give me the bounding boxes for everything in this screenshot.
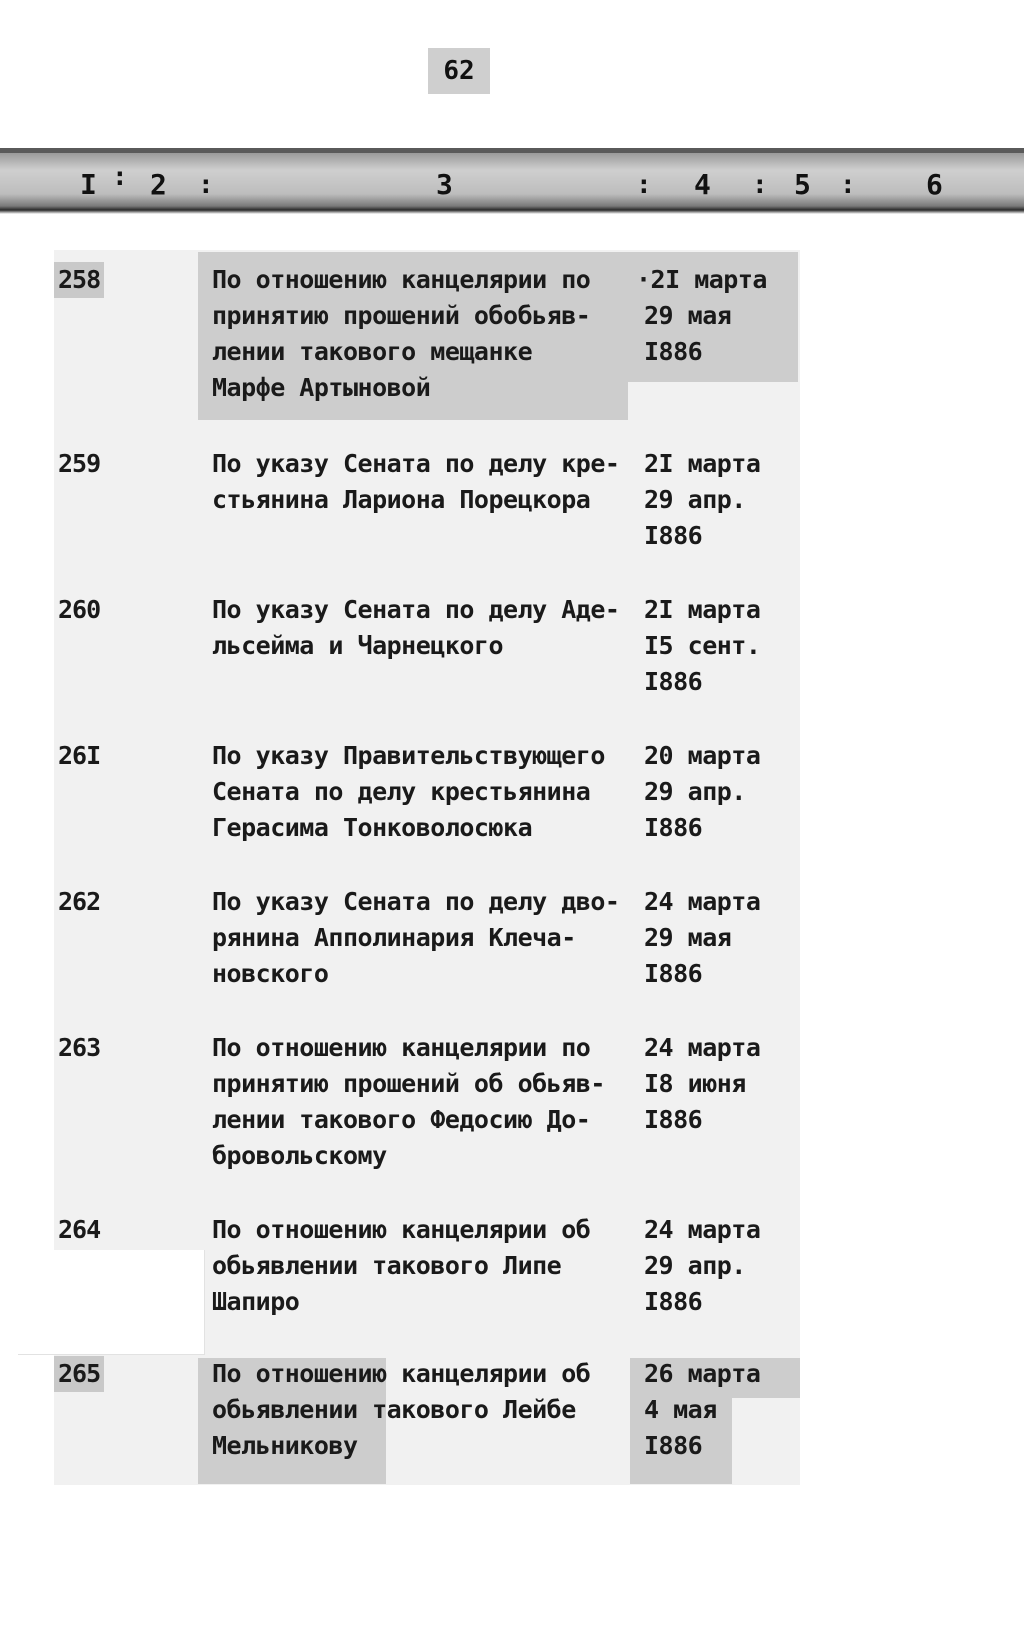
row-number: 265 <box>54 1356 104 1392</box>
row-number: 258 <box>54 262 104 298</box>
date-end: 29 апр. <box>644 777 746 806</box>
header-col-6: 6 <box>926 168 943 201</box>
description-line: бровольскому <box>212 1141 387 1170</box>
description-line: принятию прошений об обьяв- <box>212 1069 605 1098</box>
date-start: 2I марта <box>644 595 761 624</box>
date-start: 24 марта <box>644 1215 761 1244</box>
description-line: рянина Апполинария Клеча- <box>212 923 576 952</box>
date-end: I5 сент. <box>644 631 761 660</box>
date-start: 2I марта <box>644 449 761 478</box>
date-year: I886 <box>644 1431 703 1460</box>
description-line: лении такового Федосию До- <box>212 1105 591 1134</box>
date-year: I886 <box>644 1105 703 1134</box>
description-line: Шапиро <box>212 1287 300 1316</box>
date-end: 29 мая <box>644 923 732 952</box>
row-description <box>212 1212 632 1320</box>
date-year: I886 <box>644 337 703 366</box>
description-line: По указу Сената по делу кре- <box>212 449 620 478</box>
description-line: Сената по делу крестьянина <box>212 777 591 806</box>
description-line: обьявлении такового Лейбе <box>212 1395 576 1424</box>
date-year: I886 <box>644 813 703 842</box>
row-dates <box>644 1212 784 1320</box>
row-dates <box>644 446 784 554</box>
date-start: 24 марта <box>644 1033 761 1062</box>
row-number: 262 <box>58 887 101 916</box>
row-number: 259 <box>58 449 101 478</box>
description-line: По отношению канцелярии по <box>212 265 591 294</box>
row-description <box>212 1356 632 1464</box>
date-end: 29 апр. <box>644 485 746 514</box>
header-col-5: 5 <box>794 168 811 201</box>
description-line: По указу Сената по делу Аде- <box>212 595 620 624</box>
page-number: 62 <box>428 48 490 94</box>
description-line: Герасима Тонковолосюка <box>212 813 533 842</box>
row-dates <box>636 262 776 370</box>
row-number: 260 <box>58 595 101 624</box>
row-dates <box>644 1356 784 1464</box>
date-end: I8 июня <box>644 1069 746 1098</box>
date-start: 24 марта <box>644 887 761 916</box>
row-description <box>212 592 632 664</box>
description-line: По отношению канцелярии по <box>212 1033 591 1062</box>
row-description <box>212 884 632 992</box>
description-line: По отношению канцелярии об <box>212 1215 591 1244</box>
date-year: I886 <box>644 959 703 988</box>
description-line: новского <box>212 959 329 988</box>
header-sep-4: : <box>752 170 768 200</box>
header-col-4: 4 <box>694 168 711 201</box>
date-end: 4 мая <box>644 1395 717 1424</box>
row-number: 26I <box>58 741 101 770</box>
row-number: 263 <box>58 1033 101 1062</box>
date-start: 26 марта <box>644 1359 761 1388</box>
header-sep-2: : <box>198 170 214 200</box>
date-year: I886 <box>644 667 703 696</box>
row-dates <box>644 592 784 700</box>
row-description <box>212 738 632 846</box>
row-dates <box>644 738 784 846</box>
header-col-1: I <box>80 168 97 201</box>
description-line: принятию прошений обобьяв- <box>212 301 591 330</box>
row-description <box>212 446 632 518</box>
scan-white-patch <box>18 1250 205 1355</box>
description-line: По указу Сената по делу дво- <box>212 887 620 916</box>
description-line: льсейма и Чарнецкого <box>212 631 504 660</box>
description-line: Мельникову <box>212 1431 358 1460</box>
description-line: обьявлении такового Липе <box>212 1251 562 1280</box>
header-sep-1: : <box>112 162 128 192</box>
row-dates <box>644 1030 784 1138</box>
description-line: лении такового мещанке <box>212 337 533 366</box>
description-line: стьянина Лариона Порецкора <box>212 485 591 514</box>
date-start: 20 марта <box>644 741 761 770</box>
header-col-3: 3 <box>436 168 453 201</box>
header-col-2: 2 <box>150 168 167 201</box>
date-end: 29 мая <box>644 301 732 330</box>
row-description <box>212 262 632 406</box>
date-end: 29 апр. <box>644 1251 746 1280</box>
header-sep-5: : <box>840 170 856 200</box>
description-line: По указу Правительствующего <box>212 741 605 770</box>
header-sep-3: : <box>636 170 652 200</box>
description-line: По отношению канцелярии об <box>212 1359 591 1388</box>
date-year: I886 <box>644 521 703 550</box>
row-description <box>212 1030 632 1174</box>
row-dates <box>644 884 784 992</box>
row-number: 264 <box>58 1215 101 1244</box>
date-year: I886 <box>644 1287 703 1316</box>
description-line: Марфе Артыновой <box>212 373 431 402</box>
date-start: ·2I марта <box>636 265 767 294</box>
